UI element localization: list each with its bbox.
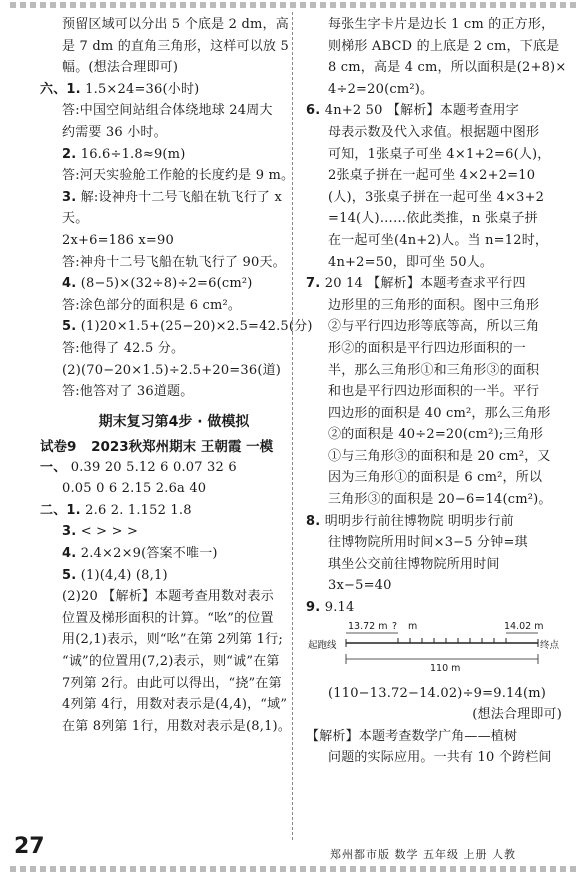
line-text: 三角形③的面积是 20−6=14(cm²)。 xyxy=(328,492,552,508)
line-text: 解:设神舟十二号飞船在轨飞行了 x xyxy=(80,189,282,205)
line-text: 【解析】本题考查数学广角——植树 xyxy=(306,728,518,744)
line-text: 16.6÷1.8≈9(m) xyxy=(80,146,186,162)
text-line xyxy=(40,457,308,479)
line-text: 和也是平行四边形面积的一半。平行 xyxy=(328,384,540,400)
line-text: 4n+2 50 【解析】本题考查用字 xyxy=(324,103,519,119)
answer-block-2 xyxy=(40,457,308,738)
line-text: 答:他答对了 36道题。 xyxy=(62,384,194,400)
diagram-label-start-distance: 13.72 m xyxy=(348,620,388,632)
text-line xyxy=(40,316,313,338)
test-title xyxy=(40,435,308,455)
item-number: 二、1. xyxy=(40,502,81,518)
text-line xyxy=(40,543,308,565)
hurdle-diagram xyxy=(306,621,562,679)
item-number: 9. xyxy=(306,600,321,616)
line-text: 每张生字卡片是边长 1 cm 的正方形， xyxy=(328,17,555,32)
line-text: (1)(4,4) (8,1) xyxy=(80,567,168,583)
test-name: 2023秋郑州期末 王朝霞 一模 xyxy=(91,438,274,455)
text-line xyxy=(306,79,562,101)
item-number: 6. xyxy=(306,103,321,119)
text-line xyxy=(40,100,308,122)
text-line xyxy=(40,187,308,209)
line-text: 2x+6=186 x=90 xyxy=(62,232,174,248)
text-line xyxy=(306,726,562,748)
line-text: 答:涂色部分的面积是 6 cm²。 xyxy=(62,297,242,313)
line-text: 半，那么三角形①和三角形③的面积 xyxy=(328,362,540,378)
line-text: 答:河天实验舱工作舱的长度约是 9 m。 xyxy=(62,168,295,184)
line-text: < > > > xyxy=(80,524,139,540)
diagram-label-start-line: 起跑线 xyxy=(308,639,337,651)
line-text: 边形里的三角形的面积。图中三角形 xyxy=(328,297,540,313)
item-number: 六、1. xyxy=(40,81,81,97)
text-line xyxy=(40,208,308,230)
text-line xyxy=(306,489,562,511)
text-line xyxy=(40,521,308,543)
line-text: 2.4×2×9(答案不唯一) xyxy=(80,546,218,562)
line-text: 用(2,1)表示，则“吆”在第 2列第 1行; xyxy=(62,632,283,648)
text-line xyxy=(40,694,308,716)
item-number: 3. xyxy=(62,189,77,205)
text-line xyxy=(306,575,562,597)
item-number: 4. xyxy=(62,546,77,562)
text-line xyxy=(40,295,308,317)
item-number: 4. xyxy=(62,276,77,292)
text-line xyxy=(40,500,308,522)
line-text: 20 14 【解析】本题考查求平行四 xyxy=(324,276,526,292)
diagram-label-end-distance: 14.02 m xyxy=(504,620,544,632)
line-text: ②的面积是 40÷2=20(cm²);三角形 xyxy=(328,427,544,443)
line-text: 7列第 2行。由此可以得出，“挠”在第 xyxy=(62,675,282,691)
text-line xyxy=(306,683,562,705)
line-text: 4列第 4行，用数对表示是(4,4)，“域” xyxy=(62,697,288,713)
text-line xyxy=(40,230,308,252)
line-text: 8 cm，高是 4 cm，所以面积是(2+8)× xyxy=(328,60,567,76)
text-line xyxy=(40,586,308,608)
text-line xyxy=(306,747,562,769)
text-line xyxy=(306,381,562,403)
text-line xyxy=(40,165,308,187)
text-line xyxy=(306,165,562,187)
line-text: 0.39 20 5.12 6 0.07 32 6 xyxy=(70,459,237,475)
page-footer: 郑州都市版 数学 五年级 上册 人教 xyxy=(330,848,516,861)
text-line xyxy=(40,360,308,382)
text-line xyxy=(306,144,562,166)
text-line xyxy=(306,532,562,554)
left-column xyxy=(40,14,313,737)
line-text: 则梯形 ABCD 的上底是 2 cm，下底是 xyxy=(328,38,560,54)
text-line xyxy=(306,446,562,468)
line-text: 答:他得了 42.5 分。 xyxy=(62,340,185,356)
line-text: (110−13.72−14.02)÷9=9.14(m) xyxy=(328,685,547,701)
line-text: 四边形的面积是 40 cm²，那么三角形 xyxy=(328,405,551,421)
line-text: 因为三角形①的面积是 6 cm²，所以 xyxy=(328,470,543,486)
line-text: 4÷2=20(cm²)。 xyxy=(328,81,434,97)
line-text: 答:神舟十二号飞船在轨飞行了 90天。 xyxy=(62,254,286,270)
line-text: 预留区域可以分出 5 个底是 2 dm，高 xyxy=(62,17,289,32)
text-line xyxy=(306,511,562,533)
text-line xyxy=(306,14,562,36)
diagram-label-question: ? xyxy=(392,620,398,632)
text-line xyxy=(40,716,308,738)
text-line xyxy=(306,273,562,295)
line-text: ②与平行四边形等底等高，所以三角 xyxy=(328,319,540,335)
item-number: 3. xyxy=(62,524,77,540)
text-line xyxy=(40,79,308,101)
text-line xyxy=(40,478,308,500)
line-text: 3x−5=40 xyxy=(328,578,392,594)
text-line xyxy=(306,338,562,360)
line-text: 9.14 xyxy=(324,600,355,616)
text-line xyxy=(40,122,308,144)
line-text: 问题的实际应用。一共有 10 个跨栏间 xyxy=(328,750,552,766)
text-line xyxy=(40,381,308,403)
text-line xyxy=(40,338,308,360)
line-text: (2)(70−20×1.5)÷2.5+20=36(道) xyxy=(62,362,282,378)
line-text: 2.6 2. 1.152 1.8 xyxy=(85,502,192,518)
line-text: 是 7 dm 的直角三角形，这样可以放 5 xyxy=(62,38,289,54)
text-line xyxy=(306,554,562,576)
text-line xyxy=(306,295,562,317)
item-number: 2. xyxy=(62,146,77,162)
text-line xyxy=(40,144,308,166)
line-text: 0.05 0 6 2.15 2.6a 40 xyxy=(62,481,207,497)
text-line xyxy=(40,273,308,295)
line-text: 4n+2=50，即可坐 50人。 xyxy=(328,254,494,270)
text-line xyxy=(306,187,562,209)
line-text: (8−5)×(32÷8)÷2=6(cm²) xyxy=(80,276,253,292)
text-line xyxy=(306,597,562,619)
line-text: 天。 xyxy=(62,211,89,227)
text-line xyxy=(40,252,308,274)
text-line xyxy=(306,57,567,79)
text-line xyxy=(40,565,308,587)
section-heading: 期末复习第4步 · 做模拟 xyxy=(98,413,250,430)
item-number: 5. xyxy=(62,319,77,335)
item-number: 7. xyxy=(306,276,321,292)
page-number: 27 xyxy=(14,834,45,859)
line-text: 往博物院所用时间×3−5 分钟=琪 xyxy=(328,535,528,551)
line-text: 可知，1张桌子可坐 4×1+2=6(人)， xyxy=(328,146,551,162)
line-text: 1.5×24=36(小时) xyxy=(85,81,200,97)
text-line xyxy=(40,14,308,36)
text-line xyxy=(306,252,562,274)
line-text: =14(人)……依此类推，n 张桌子拼 xyxy=(328,211,538,227)
line-text: 位置及梯形面积的计算。“吆”的位置 xyxy=(62,610,274,626)
right-column xyxy=(306,14,567,769)
line-text: 琪坐公交前往博物院所用时间 xyxy=(328,556,500,572)
answer-block-1 xyxy=(40,14,313,403)
item-number: 5. xyxy=(62,567,77,583)
line-text: 幅。(想法合理即可) xyxy=(62,60,179,76)
line-text: 答:中国空间站组合体绕地球 24周大 xyxy=(62,103,273,119)
line-text: 在一起可坐(4n+2)人。当 n=12时， xyxy=(328,232,549,248)
line-text: (人)，3张桌子拼在一起可坐 4×3+2 xyxy=(328,189,545,205)
line-text: ①与三角形③的面积和是 20 cm²，又 xyxy=(328,448,551,464)
top-border xyxy=(10,2,576,8)
text-line xyxy=(306,230,562,252)
answer-block-4 xyxy=(306,683,562,769)
line-text: (想法合理即可) xyxy=(472,707,562,723)
text-line xyxy=(306,360,562,382)
bottom-border xyxy=(10,866,576,872)
text-line xyxy=(40,57,308,79)
text-line xyxy=(306,208,562,230)
text-line xyxy=(306,704,562,726)
line-text: “诚”的位置用(7,2)表示，则“诚”在第 xyxy=(62,654,280,670)
line-text: (1)20×1.5+(25−20)×2.5=42.5(分) xyxy=(80,319,313,335)
item-number: 一、 xyxy=(40,459,67,475)
text-line xyxy=(40,673,308,695)
diagram-label-finish: 终点 xyxy=(540,639,560,651)
line-text: 约需要 36 小时。 xyxy=(62,124,167,140)
item-number: 8. xyxy=(306,513,321,529)
line-text: 明明步行前往博物院 明明步行前 xyxy=(324,513,514,529)
text-line xyxy=(40,629,308,651)
diagram-label-total: 110 m xyxy=(430,662,461,674)
text-line xyxy=(306,467,562,489)
text-line xyxy=(306,403,562,425)
text-line xyxy=(40,36,308,58)
line-text: 形②的面积是平行四边形面积的一 xyxy=(328,340,527,356)
line-text: 母表示数及代入求值。根据题中图形 xyxy=(328,124,540,140)
line-text: (2)20 【解析】本题考查用数对表示 xyxy=(62,589,274,605)
text-line xyxy=(306,100,562,122)
answer-block-3 xyxy=(306,14,567,619)
test-label: 试卷9 xyxy=(40,438,77,455)
text-line xyxy=(306,36,562,58)
line-text: 2张桌子拼在一起可坐 4×2+2=10 xyxy=(328,168,536,184)
text-line xyxy=(306,424,562,446)
text-line xyxy=(306,316,562,338)
line-text: 在第 8列第 1行，用数对表示是(8,1)。 xyxy=(62,718,292,734)
text-line xyxy=(40,608,308,630)
text-line xyxy=(306,122,562,144)
diagram-label-unit: m xyxy=(408,620,418,632)
text-line xyxy=(40,651,308,673)
